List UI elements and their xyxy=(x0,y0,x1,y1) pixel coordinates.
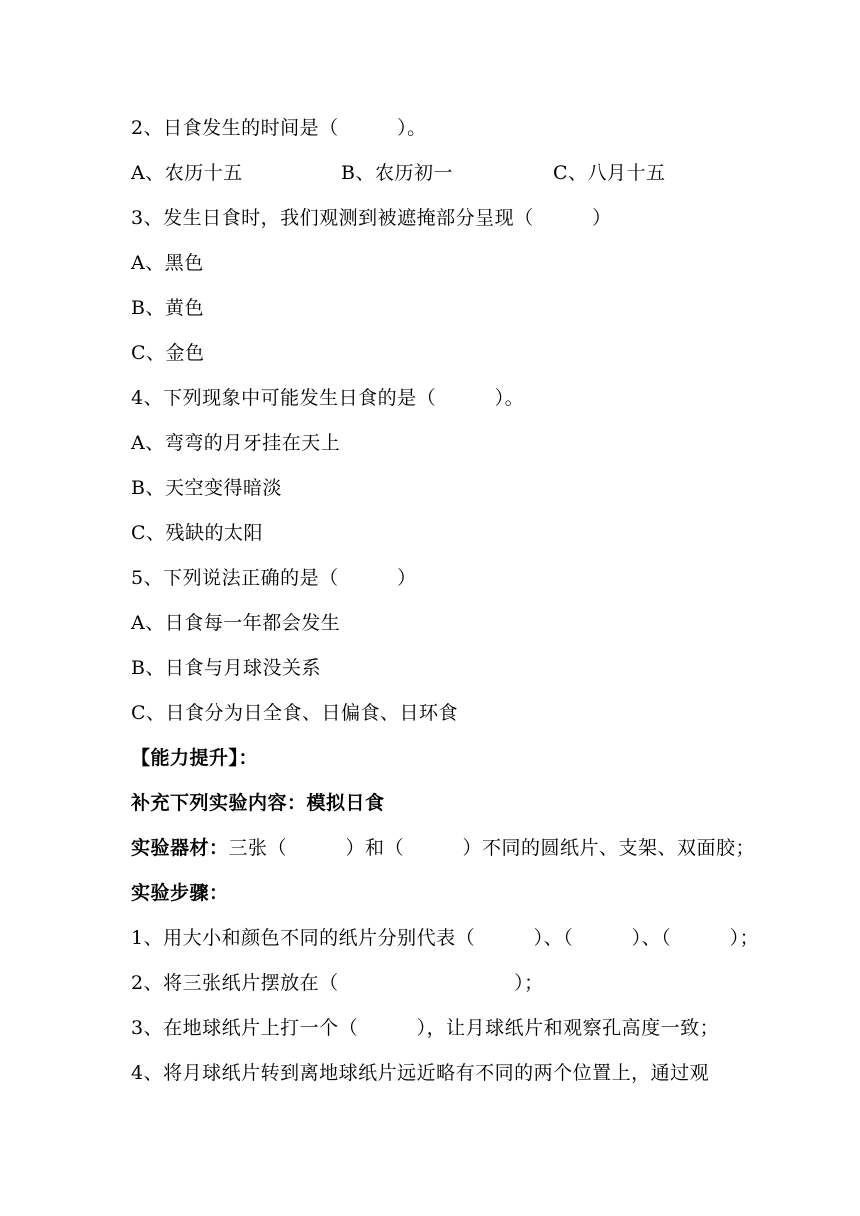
question-2-option-b: B、农历初一 xyxy=(341,162,453,184)
question-3-option-c: C、金色 xyxy=(131,342,205,364)
question-2-option-c: C、八月十五 xyxy=(553,162,666,184)
question-2-stem: 2、日食发生的时间是（ ）。 xyxy=(131,117,427,139)
question-4-option-c: C、残缺的太阳 xyxy=(131,522,264,544)
question-4-option-a: A、弯弯的月牙挂在天上 xyxy=(131,432,341,454)
steps-label: 实验步骤： xyxy=(131,882,229,904)
step-4: 4、将月球纸片转到离地球纸片远近略有不同的两个位置上，通过观 xyxy=(131,1062,710,1084)
question-3-option-a: A、黑色 xyxy=(131,252,204,274)
step-1: 1、用大小和颜色不同的纸片分别代表（ ）、（ ）、（ ）； xyxy=(131,927,760,949)
question-2-option-a: A、农历十五 xyxy=(131,162,243,184)
question-3-option-b: B、黄色 xyxy=(131,297,204,319)
materials-label: 实验器材： xyxy=(131,837,229,859)
question-5-option-c: C、日食分为日全食、日偏食、日环食 xyxy=(131,702,459,724)
materials-text: 三张（ ）和（ ）不同的圆纸片、支架、双面胶； xyxy=(228,837,756,859)
question-3-stem: 3、发生日食时，我们观测到被遮掩部分呈现（ ） xyxy=(131,207,612,229)
step-2: 2、将三张纸片摆放在（ ）； xyxy=(131,972,544,994)
question-5-option-b: B、日食与月球没关系 xyxy=(131,657,321,679)
question-5-stem: 5、下列说法正确的是（ ） xyxy=(131,567,417,589)
materials-line xyxy=(131,836,755,860)
step-3: 3、在地球纸片上打一个（ ），让月球纸片和观察孔高度一致； xyxy=(131,1017,720,1039)
experiment-task: 补充下列实验内容：模拟日食 xyxy=(131,792,385,814)
question-4-option-b: B、天空变得暗淡 xyxy=(131,477,282,499)
question-5-option-a: A、日食每一年都会发生 xyxy=(131,612,341,634)
section-heading: 【能力提升】： xyxy=(131,747,259,769)
question-4-stem: 4、下列现象中可能发生日食的是（ ）。 xyxy=(131,387,525,409)
